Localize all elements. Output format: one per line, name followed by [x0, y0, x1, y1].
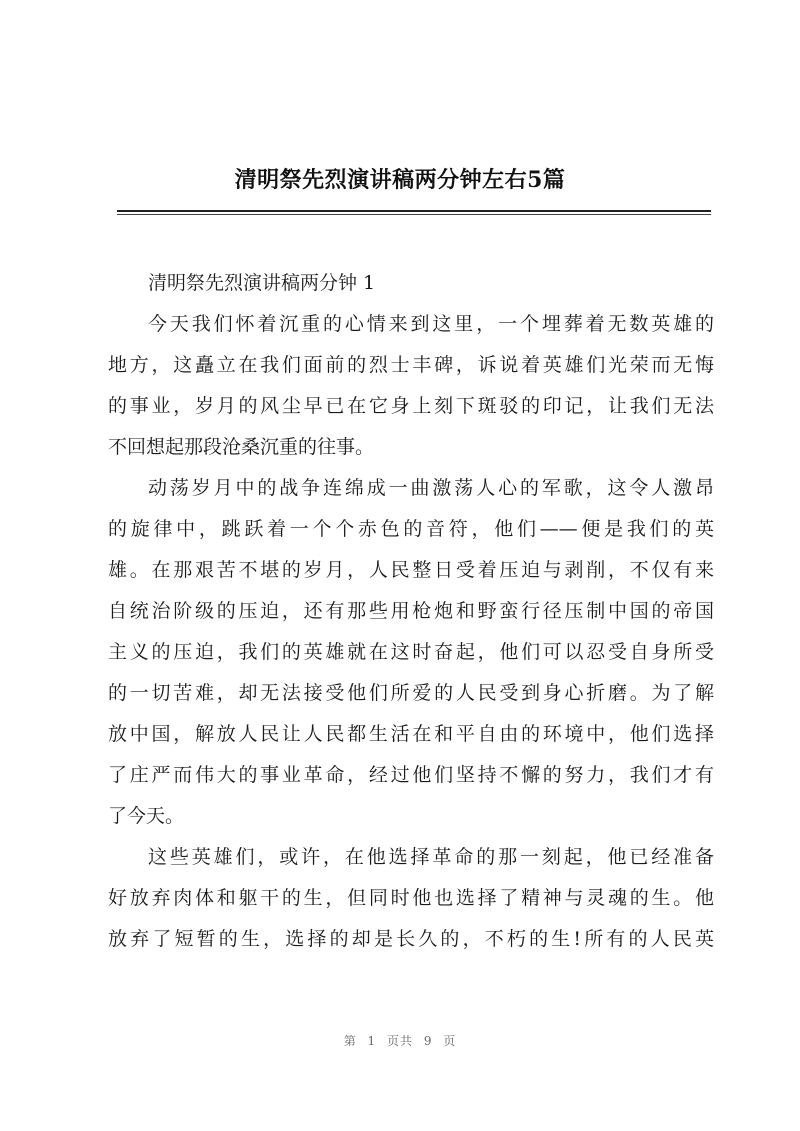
paragraph-line: 动荡岁月中的战争连绵成一曲激荡人心的军歌，这令人激昂: [148, 477, 714, 499]
paragraph-line: 不回想起那段沧桑沉重的往事。: [108, 436, 375, 458]
section-heading: 清明祭先烈演讲稿两分钟 1: [148, 272, 376, 294]
paragraph-line: 雄。在那艰苦不堪的岁月，人民整日受着压迫与剥削，不仅有来: [108, 559, 714, 581]
document-body: [108, 263, 714, 960]
paragraph-line: 这些英雄们，或许，在他选择革命的那一刻起，他已经准备: [148, 846, 714, 868]
paragraph-line: 的旋律中，跳跃着一个个赤色的音符，他们——便是我们的英: [108, 518, 714, 540]
title-underline-thin: [117, 214, 711, 215]
paragraph-line: 的事业，岁月的风尘早已在它身上刻下斑驳的印记，让我们无法: [108, 395, 714, 417]
document-title: 清明祭先烈演讲稿两分钟左右5篇: [234, 167, 566, 193]
paragraph-line: 好放弃肉体和躯干的生，但同时他也选择了精神与灵魂的生。他: [108, 887, 714, 909]
paragraph-line: 的一切苦难，却无法接受他们所爱的人民受到身心折磨。为了解: [108, 682, 714, 704]
title-underline: [117, 210, 711, 212]
paragraph-line: 地方，这矗立在我们面前的烈士丰碑，诉说着英雄们光荣而无悔: [108, 354, 714, 376]
paragraph-line: 自统治阶级的压迫，还有那些用枪炮和野蛮行径压制中国的帝国: [108, 600, 714, 622]
paragraph-line: 放中国，解放人民让人民都生活在和平自由的环境中，他们选择: [108, 723, 714, 745]
paragraph-line: 放弃了短暂的生，选择的却是长久的，不朽的生!所有的人民英: [108, 928, 714, 950]
paragraph-line: 了今天。: [108, 805, 185, 827]
page-footer: 第 1 页共 9 页: [343, 1034, 457, 1048]
paragraph-line: 主义的压迫，我们的英雄就在这时奋起，他们可以忍受自身所受: [108, 641, 714, 663]
paragraph-line: 今天我们怀着沉重的心情来到这里，一个埋葬着无数英雄的: [148, 313, 714, 335]
paragraph-line: 了庄严而伟大的事业革命，经过他们坚持不懈的努力，我们才有: [108, 764, 714, 786]
